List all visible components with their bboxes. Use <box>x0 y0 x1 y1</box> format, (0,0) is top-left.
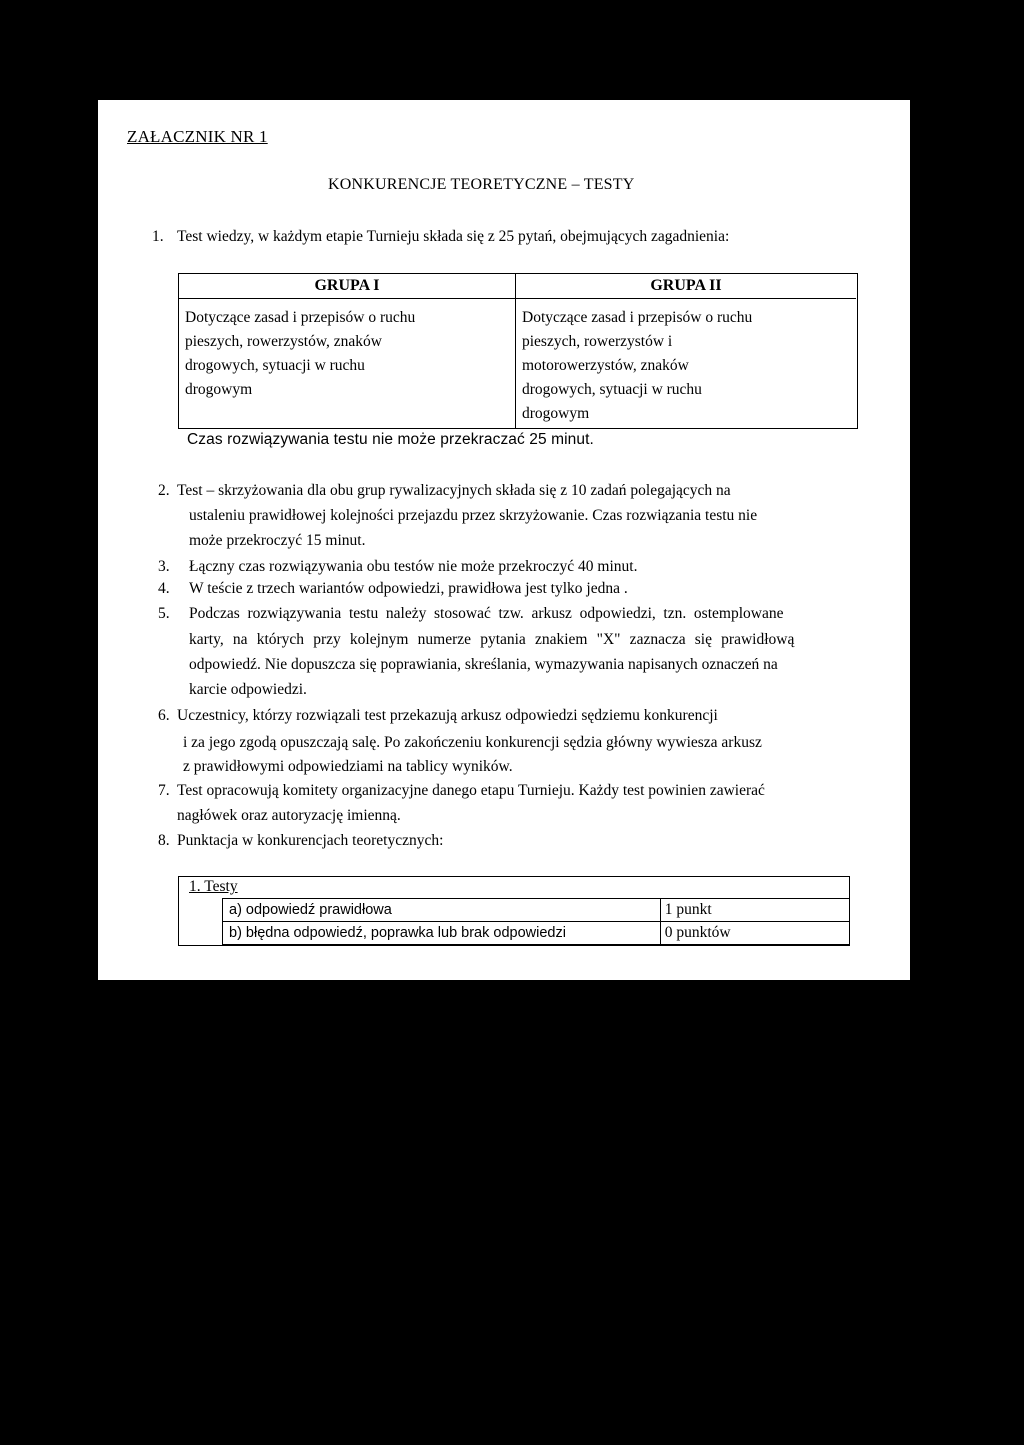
group-column-2 <box>516 274 856 428</box>
item-text-line: może przekroczyć 15 minut. <box>189 532 366 549</box>
table-row <box>223 899 850 922</box>
item-text-line: W teście z trzech wariantów odpowiedzi, prawidłowa jest tylko jedna . <box>189 580 628 597</box>
page-title: KONKURENCJE TEORETYCZNE – TESTY <box>328 176 635 193</box>
scoring-table <box>178 876 850 946</box>
item-number: 3. <box>158 558 170 575</box>
groups-table <box>178 273 858 429</box>
item-text-line: i za jego zgodą opuszczają salę. Po zakończeniu konkurencji sędzia główny wywiesza arkusz <box>183 734 762 751</box>
item-text-line: ustaleniu prawidłowej kolejności przejazdu przez skrzyżowanie. Czas rozwiązania testu nie <box>189 507 758 524</box>
table-row <box>223 922 850 945</box>
item-text-line: z prawidłowymi odpowiedziami na tablicy wyników. <box>183 758 513 775</box>
item-text-line: Punktacja w konkurencjach teoretycznych: <box>177 832 444 849</box>
item-number: 5. <box>158 605 170 622</box>
item-text-line: karcie odpowiedzi. <box>189 681 307 698</box>
group-heading: GRUPA II <box>516 276 856 299</box>
group-description: Dotyczące zasad i przepisów o ruchu pieszych, rowerzystów, znaków drogowych, sytuacji w ruchu drogowym <box>185 309 416 398</box>
item-text-line: odpowiedź. Nie dopuszcza się poprawiania, skreślania, wymazywania napisanych oznaczeń na <box>189 656 778 673</box>
item-text-line: nagłówek oraz autoryzację imienną. <box>177 807 401 824</box>
item-text-line: Test opracowują komitety organizacyjne danego etapu Turnieju. Każdy test powinien zawierać <box>177 782 765 799</box>
group-description: Dotyczące zasad i przepisów o ruchu pieszych, rowerzystów i motorowerzystów, znaków drogowych, sytuacji w ruchu drogowym <box>522 309 753 422</box>
item-number: 6. <box>158 707 170 724</box>
scoring-header: 1. Testy <box>189 878 238 895</box>
scoring-points: 0 punktów <box>660 922 849 945</box>
item-number: 8. <box>158 832 170 849</box>
item-text-line: Test – skrzyżowania dla obu grup rywalizacyjnych składa się z 10 zadań polegających na <box>177 482 731 499</box>
item-text-line: Uczestnicy, którzy rozwiązali test przekazują arkusz odpowiedzi sędziemu konkurencji <box>177 707 718 724</box>
item-number: 7. <box>158 782 170 799</box>
item-text: Test wiedzy, w każdym etapie Turnieju składa się z 25 pytań, obejmujących zagadnienia: <box>177 228 730 245</box>
item-text-line: Podczas rozwiązywania testu należy stosować tzw. arkusz odpowiedzi, tzn. ostemplowane <box>189 605 784 622</box>
group-heading: GRUPA I <box>179 276 515 299</box>
item-number: 1. <box>152 228 164 245</box>
item-text-line: karty, na których przy kolejnym numerze pytania znakiem "X" zaznacza się prawidłową <box>189 631 795 648</box>
attachment-title: ZAŁACZNIK NR 1 <box>127 127 268 146</box>
scoring-grid <box>222 898 850 945</box>
item-number: 4. <box>158 580 170 597</box>
item-text-line: Łączny czas rozwiązywania obu testów nie może przekroczyć 40 minut. <box>189 558 638 575</box>
item-number: 2. <box>158 482 170 499</box>
time-limit-note: Czas rozwiązywania testu nie może przekraczać 25 minut. <box>187 431 594 448</box>
scoring-label: b) błędna odpowiedź, poprawka lub brak odpowiedzi <box>223 922 661 945</box>
scoring-points: 1 punkt <box>660 899 849 922</box>
group-column-1 <box>179 274 516 428</box>
scoring-label: a) odpowiedź prawidłowa <box>223 899 661 922</box>
